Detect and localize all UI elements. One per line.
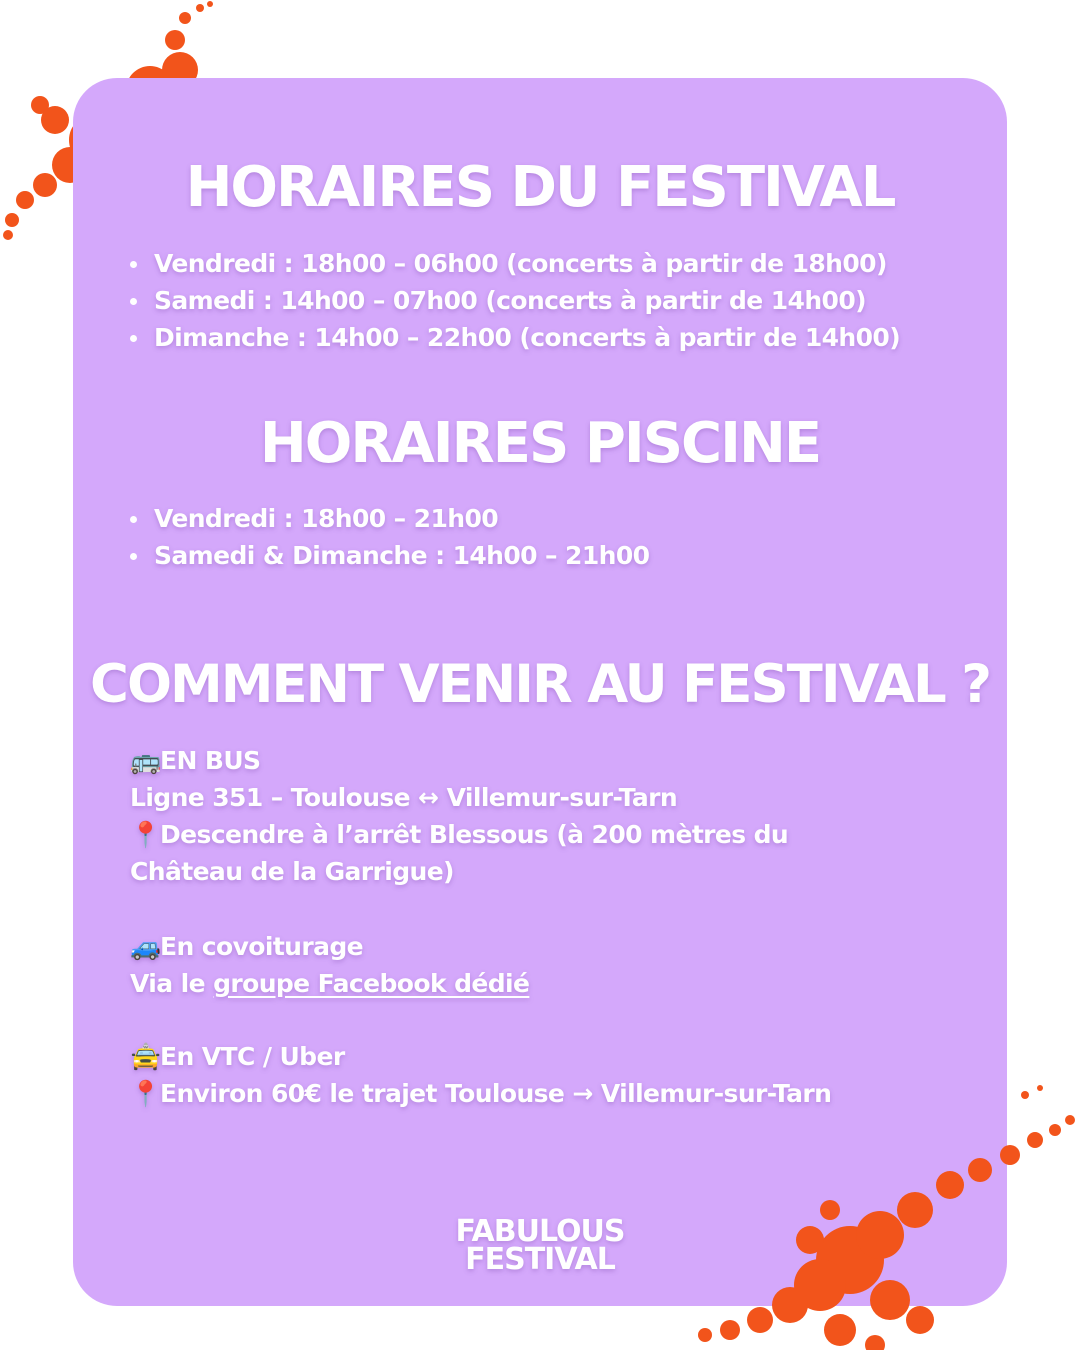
festival-hours-title: HORAIRES DU FESTIVAL bbox=[185, 155, 895, 220]
festival-hours-list bbox=[130, 245, 900, 356]
access-title: COMMENT VENIR AU FESTIVAL ? bbox=[90, 654, 990, 715]
festival-hours-item: Dimanche : 14h00 – 22h00 (concerts à partir de 14h00) bbox=[130, 319, 900, 356]
car-icon: 🚙 bbox=[130, 932, 161, 961]
bus-label: EN BUS bbox=[160, 746, 261, 775]
festival-logo bbox=[0, 1214, 1080, 1277]
bus-stop: Descendre à l’arrêt Blessous (à 200 mètres du bbox=[160, 820, 789, 849]
logo-line-1: FABULOUS bbox=[455, 1214, 625, 1249]
pool-hours-item: Samedi & Dimanche : 14h00 – 21h00 bbox=[130, 537, 649, 574]
vtc-label: En VTC / Uber bbox=[160, 1042, 345, 1071]
logo-line-2: FESTIVAL bbox=[465, 1242, 615, 1277]
pin-icon: 📍 bbox=[130, 820, 161, 849]
pool-hours-list bbox=[130, 500, 649, 574]
bus-line: Ligne 351 – Toulouse ↔ Villemur-sur-Tarn bbox=[130, 783, 678, 812]
pool-hours-item: Vendredi : 18h00 – 21h00 bbox=[130, 500, 649, 537]
carpool-label: En covoiturage bbox=[160, 932, 364, 961]
carpool-section bbox=[130, 928, 529, 1002]
bus-section bbox=[130, 742, 788, 890]
carpool-via: Via le bbox=[130, 969, 205, 998]
bus-icon: 🚌 bbox=[130, 746, 161, 775]
vtc-price: Environ 60€ le trajet Toulouse → Villemur-sur-Tarn bbox=[160, 1079, 832, 1108]
festival-hours-item: Vendredi : 18h00 – 06h00 (concerts à partir de 18h00) bbox=[130, 245, 900, 282]
pin-icon: 📍 bbox=[130, 1079, 161, 1108]
vtc-section bbox=[130, 1038, 831, 1112]
bus-stop-cont: Château de la Garrigue) bbox=[130, 857, 454, 886]
taxi-icon: 🚖 bbox=[130, 1042, 161, 1071]
pool-hours-title: HORAIRES PISCINE bbox=[259, 411, 821, 476]
festival-hours-item: Samedi : 14h00 – 07h00 (concerts à partir de 14h00) bbox=[130, 282, 900, 319]
facebook-group-link[interactable]: groupe Facebook dédié bbox=[213, 969, 530, 998]
